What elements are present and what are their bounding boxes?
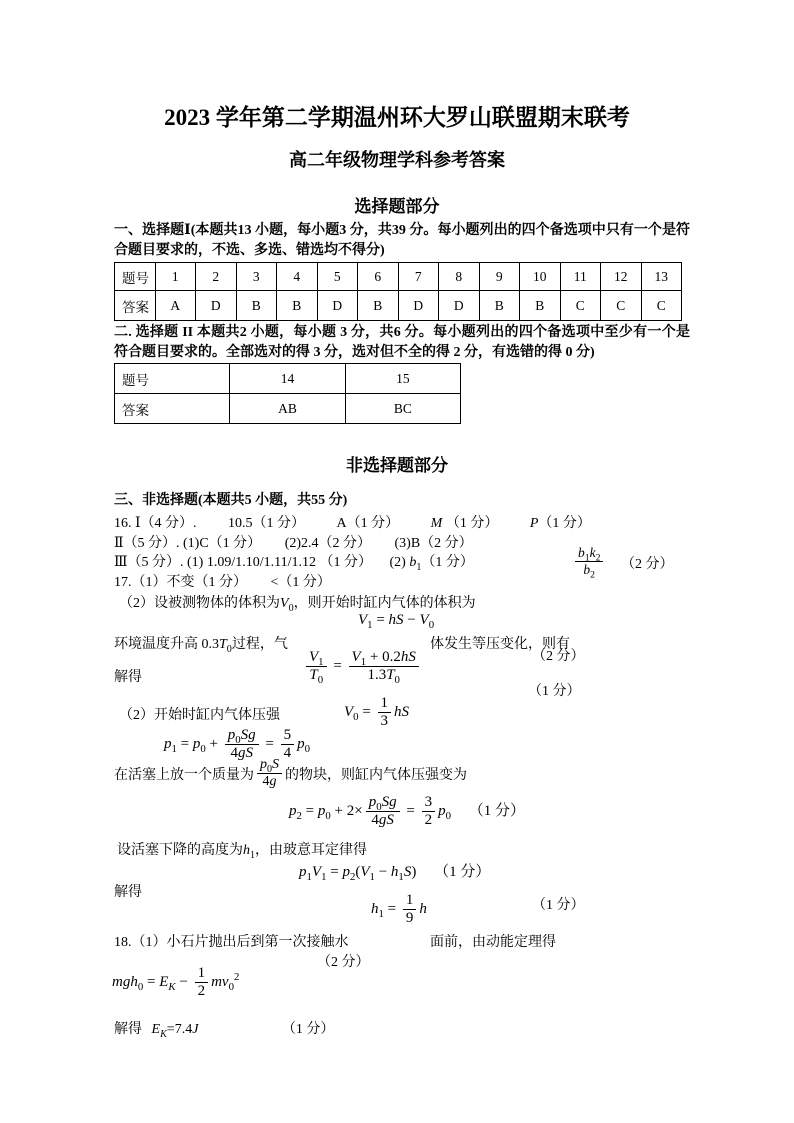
answer-cell: AB — [230, 394, 345, 424]
row-label-cell: 答案 — [115, 291, 156, 321]
row-label-cell: 题号 — [115, 263, 156, 291]
answer-segment: P（1 分） — [529, 516, 591, 531]
formula-16-fraction: $\frac{b_1k_2}{b_2}$ — [572, 545, 606, 577]
choice-part2-intro: 二. 选择题 II 本题共2 小题，每小题 3 分，共6 分。每小题列出的四个备选项中至少有一个是符合题目要求的。全部选对的得 3 分，选对但不全的得 2 分，有选错的得 0 分) — [114, 325, 690, 360]
score-mark: （1 分） — [532, 898, 585, 913]
answer-cell: C — [601, 291, 642, 321]
answer-line-16-part1 — [114, 512, 591, 532]
answer-cell: C — [641, 291, 682, 321]
free-response-section-heading: 非选择题部分 — [346, 456, 448, 475]
formula-body: $p_1V_1 = p_2(V_1 - h_1S)$ — [299, 864, 417, 883]
formula-v0: $V_0$ = $\frac{1}{3}$ hS — [344, 695, 410, 730]
answer-segment: (3)B（2 分） — [394, 536, 473, 551]
answer-cell: D — [398, 291, 439, 321]
answer-cell: B — [277, 291, 318, 321]
answer-cell: C — [560, 291, 601, 321]
answer-cell: B — [479, 291, 520, 321]
answer-line-17-1 — [114, 571, 331, 591]
answer-line-16-part2 — [114, 532, 473, 552]
solve-label: 解得 — [114, 885, 142, 900]
answer-segment: A（1 分） — [336, 516, 400, 531]
formula-boyle — [299, 860, 490, 881]
qnum-cell: 4 — [277, 263, 318, 291]
qnum-cell: 5 — [317, 263, 358, 291]
score-mark: （2 分） — [621, 557, 674, 572]
answer-line-17-3a: 环境温度升高 $0.3T_0$过程，气 — [114, 637, 288, 655]
solve-label: 解得 — [114, 1022, 142, 1037]
answer-cell: B — [236, 291, 277, 321]
answer-segment: 的物块，则缸内气体压强变为 — [285, 767, 468, 783]
answer-segment: Ⅲ（5 分）. (1) 1.09/1.10/1.11/1.12 （1 分） — [114, 555, 372, 570]
free-response-intro: 三、非选择题(本题共5 小题，共55 分) — [114, 493, 348, 508]
qnum-cell: 12 — [601, 263, 642, 291]
answer-line-18-1a: 18.（1）小石片抛出后到第一次接触水 — [114, 935, 349, 950]
answer-segment: 10.5（1 分） — [228, 516, 306, 531]
inline-fraction: $\frac{p_0S}{4g}$ — [254, 757, 285, 790]
choice-answer-table-2 — [114, 363, 461, 424]
formula-p2 — [289, 794, 525, 830]
answer-line-17-7: 设活塞下降的高度为$h_1$，由玻意耳定律得 — [117, 843, 368, 861]
answer-cell: A — [155, 291, 196, 321]
formula-isobaric: $\frac{V_1}{T_0}$ = $\frac{V_1 + 0.2hS}{1.3T_0}$ — [303, 649, 422, 685]
choice-answer-table-1 — [114, 262, 682, 321]
formula-h1: $h_1$ = $\frac{1}{9}$ h — [371, 892, 427, 927]
answer-cell: B — [358, 291, 399, 321]
qnum-cell: 6 — [358, 263, 399, 291]
answer-cell: B — [520, 291, 561, 321]
answer-line-17-3b: 体发生等压变化，则有 — [430, 637, 570, 652]
formula-p1: $p_1 = p_0$ + $\frac{p_0Sg}{4gS}$ = $\frac{5}{4}$ $p_0$ — [164, 727, 311, 762]
answer-line-16-part3 — [114, 551, 474, 571]
question-number-row — [115, 364, 461, 394]
qnum-cell: 10 — [520, 263, 561, 291]
choice-part1-intro: 一、选择题Ⅰ(本题共13 小题，每小题3 分，共39 分。每小题列出的四个备选项中只有一个是符合题目要求的，不选、多选、错选均不得分) — [114, 223, 690, 258]
answer-segment: (2)2.4（2 分） — [284, 536, 372, 551]
qnum-cell: 13 — [641, 263, 682, 291]
answer-segment: <（1 分） — [270, 575, 331, 590]
qnum-cell: 1 — [155, 263, 196, 291]
score-mark: （1 分） — [528, 684, 581, 699]
row-label-cell: 题号 — [115, 364, 230, 394]
formula-energy-theorem: $mgh_0 = E_K$ − $\frac{1}{2}$ $mv_0^2$ — [112, 965, 240, 1000]
qnum-cell: 7 — [398, 263, 439, 291]
answer-segment: (2) $b_1(1$ 分） — [389, 555, 474, 573]
score-mark: （1 分） — [434, 864, 491, 880]
qnum-cell: 8 — [439, 263, 480, 291]
answer-line-18-2 — [114, 1018, 334, 1038]
answer-segment: 在活塞上放一个质量为 — [114, 767, 254, 783]
qnum-cell: 11 — [560, 263, 601, 291]
answer-segment: Ⅱ（5 分）. (1)C（1 分） — [114, 536, 262, 551]
formula-v1: $V_1$ = hS − $V_0$ — [358, 612, 435, 631]
qnum-cell: 14 — [230, 364, 345, 394]
document-subtitle: 高二年级物理学科参考答案 — [289, 150, 505, 170]
qnum-cell: 15 — [345, 364, 460, 394]
answer-cell: D — [196, 291, 237, 321]
document-title: 2023 学年第二学期温州环大罗山联盟期末联考 — [164, 105, 630, 130]
row-label-cell: 答案 — [115, 394, 230, 424]
answer-line-17-5: （2）开始时缸内气体压强 — [119, 708, 280, 723]
answer-segment: 17.（1）不变（1 分） — [114, 575, 247, 590]
qnum-cell: 2 — [196, 263, 237, 291]
answer-line-17-2: （2）设被测物体的体积为$V_0$，则开始时缸内气体的体积为 — [119, 596, 476, 614]
solve-label: 解得 — [114, 670, 142, 685]
qnum-cell: 9 — [479, 263, 520, 291]
answer-segment: 16. Ⅰ（4 分）. — [114, 516, 197, 531]
answer-row — [115, 291, 682, 321]
question-number-row — [115, 263, 682, 291]
answer-cell: D — [439, 291, 480, 321]
formula-ek-result: $E_K=7.4J$ — [151, 1022, 199, 1040]
formula-body: $p_2 = p_0 + 2\times$ $\frac{p_0Sg}{4gS}$ = $\frac{3}{2}$ $p_0$ — [289, 794, 451, 829]
score-mark: （1 分） — [468, 803, 525, 820]
answer-cell: D — [317, 291, 358, 321]
answer-cell: BC — [345, 394, 460, 424]
score-mark: （2 分） — [317, 955, 370, 970]
score-mark: （2 分） — [532, 649, 585, 664]
score-mark: （1 分） — [281, 1022, 335, 1037]
answer-line-17-6 — [114, 757, 467, 790]
qnum-cell: 3 — [236, 263, 277, 291]
choice-section-heading: 选择题部分 — [354, 197, 440, 216]
answer-row — [115, 394, 461, 424]
answer-line-18-1b: 面前，由动能定理得 — [430, 935, 556, 950]
answer-segment: M （1 分） — [430, 516, 499, 531]
